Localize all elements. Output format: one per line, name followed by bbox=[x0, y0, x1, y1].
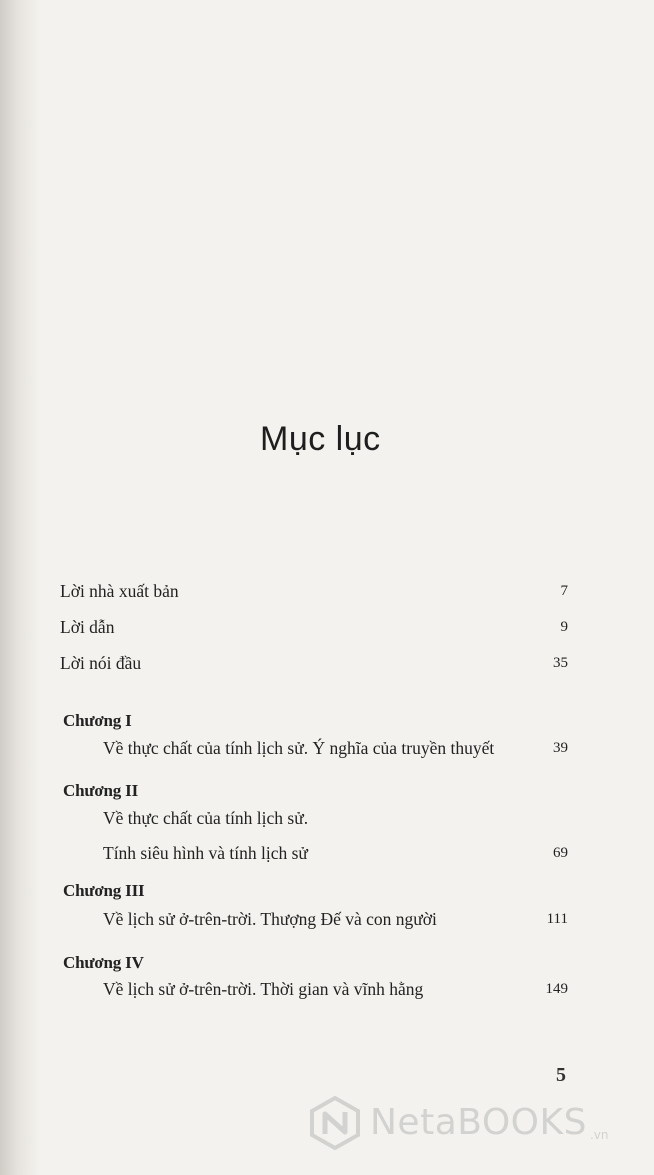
chapter-label: Chương III bbox=[63, 881, 145, 900]
watermark-suffix: .vn bbox=[589, 1128, 609, 1142]
chapter-page: 69 bbox=[553, 845, 568, 861]
toc-title: Mục lục bbox=[260, 420, 381, 458]
page-number: 5 bbox=[556, 1064, 566, 1086]
toc-entry-page: 35 bbox=[553, 655, 568, 671]
chapter-title: Tính siêu hình và tính lịch sử bbox=[103, 843, 308, 863]
watermark-brand: NetaBOOKS bbox=[370, 1102, 587, 1143]
chapter-title: Về thực chất của tính lịch sử. bbox=[103, 808, 309, 828]
chapter-label: Chương IV bbox=[63, 953, 144, 972]
chapter-label: Chương I bbox=[63, 711, 132, 730]
toc-entry-text: Lời nói đầu bbox=[60, 653, 142, 673]
toc-entry-page: 9 bbox=[560, 619, 568, 635]
neta-logo-icon bbox=[308, 1096, 362, 1150]
chapter-label: Chương II bbox=[63, 781, 138, 800]
chapter-title: Về lịch sử ở-trên-trời. Thượng Đế và con người bbox=[103, 909, 437, 929]
toc-entry-page: 7 bbox=[560, 583, 568, 599]
chapter-title: Về lịch sử ở-trên-trời. Thời gian và vĩnh hằng bbox=[103, 979, 424, 999]
toc-entry-text: Lời dẫn bbox=[60, 617, 115, 637]
toc-entry-text: Lời nhà xuất bản bbox=[60, 581, 179, 601]
chapter-title: Về thực chất của tính lịch sử. Ý nghĩa của truyền thuyết bbox=[103, 738, 495, 758]
chapter-page: 111 bbox=[546, 911, 568, 927]
chapter-page: 39 bbox=[553, 740, 568, 756]
watermark-logo bbox=[308, 1092, 648, 1154]
chapter-page: 149 bbox=[545, 981, 568, 997]
